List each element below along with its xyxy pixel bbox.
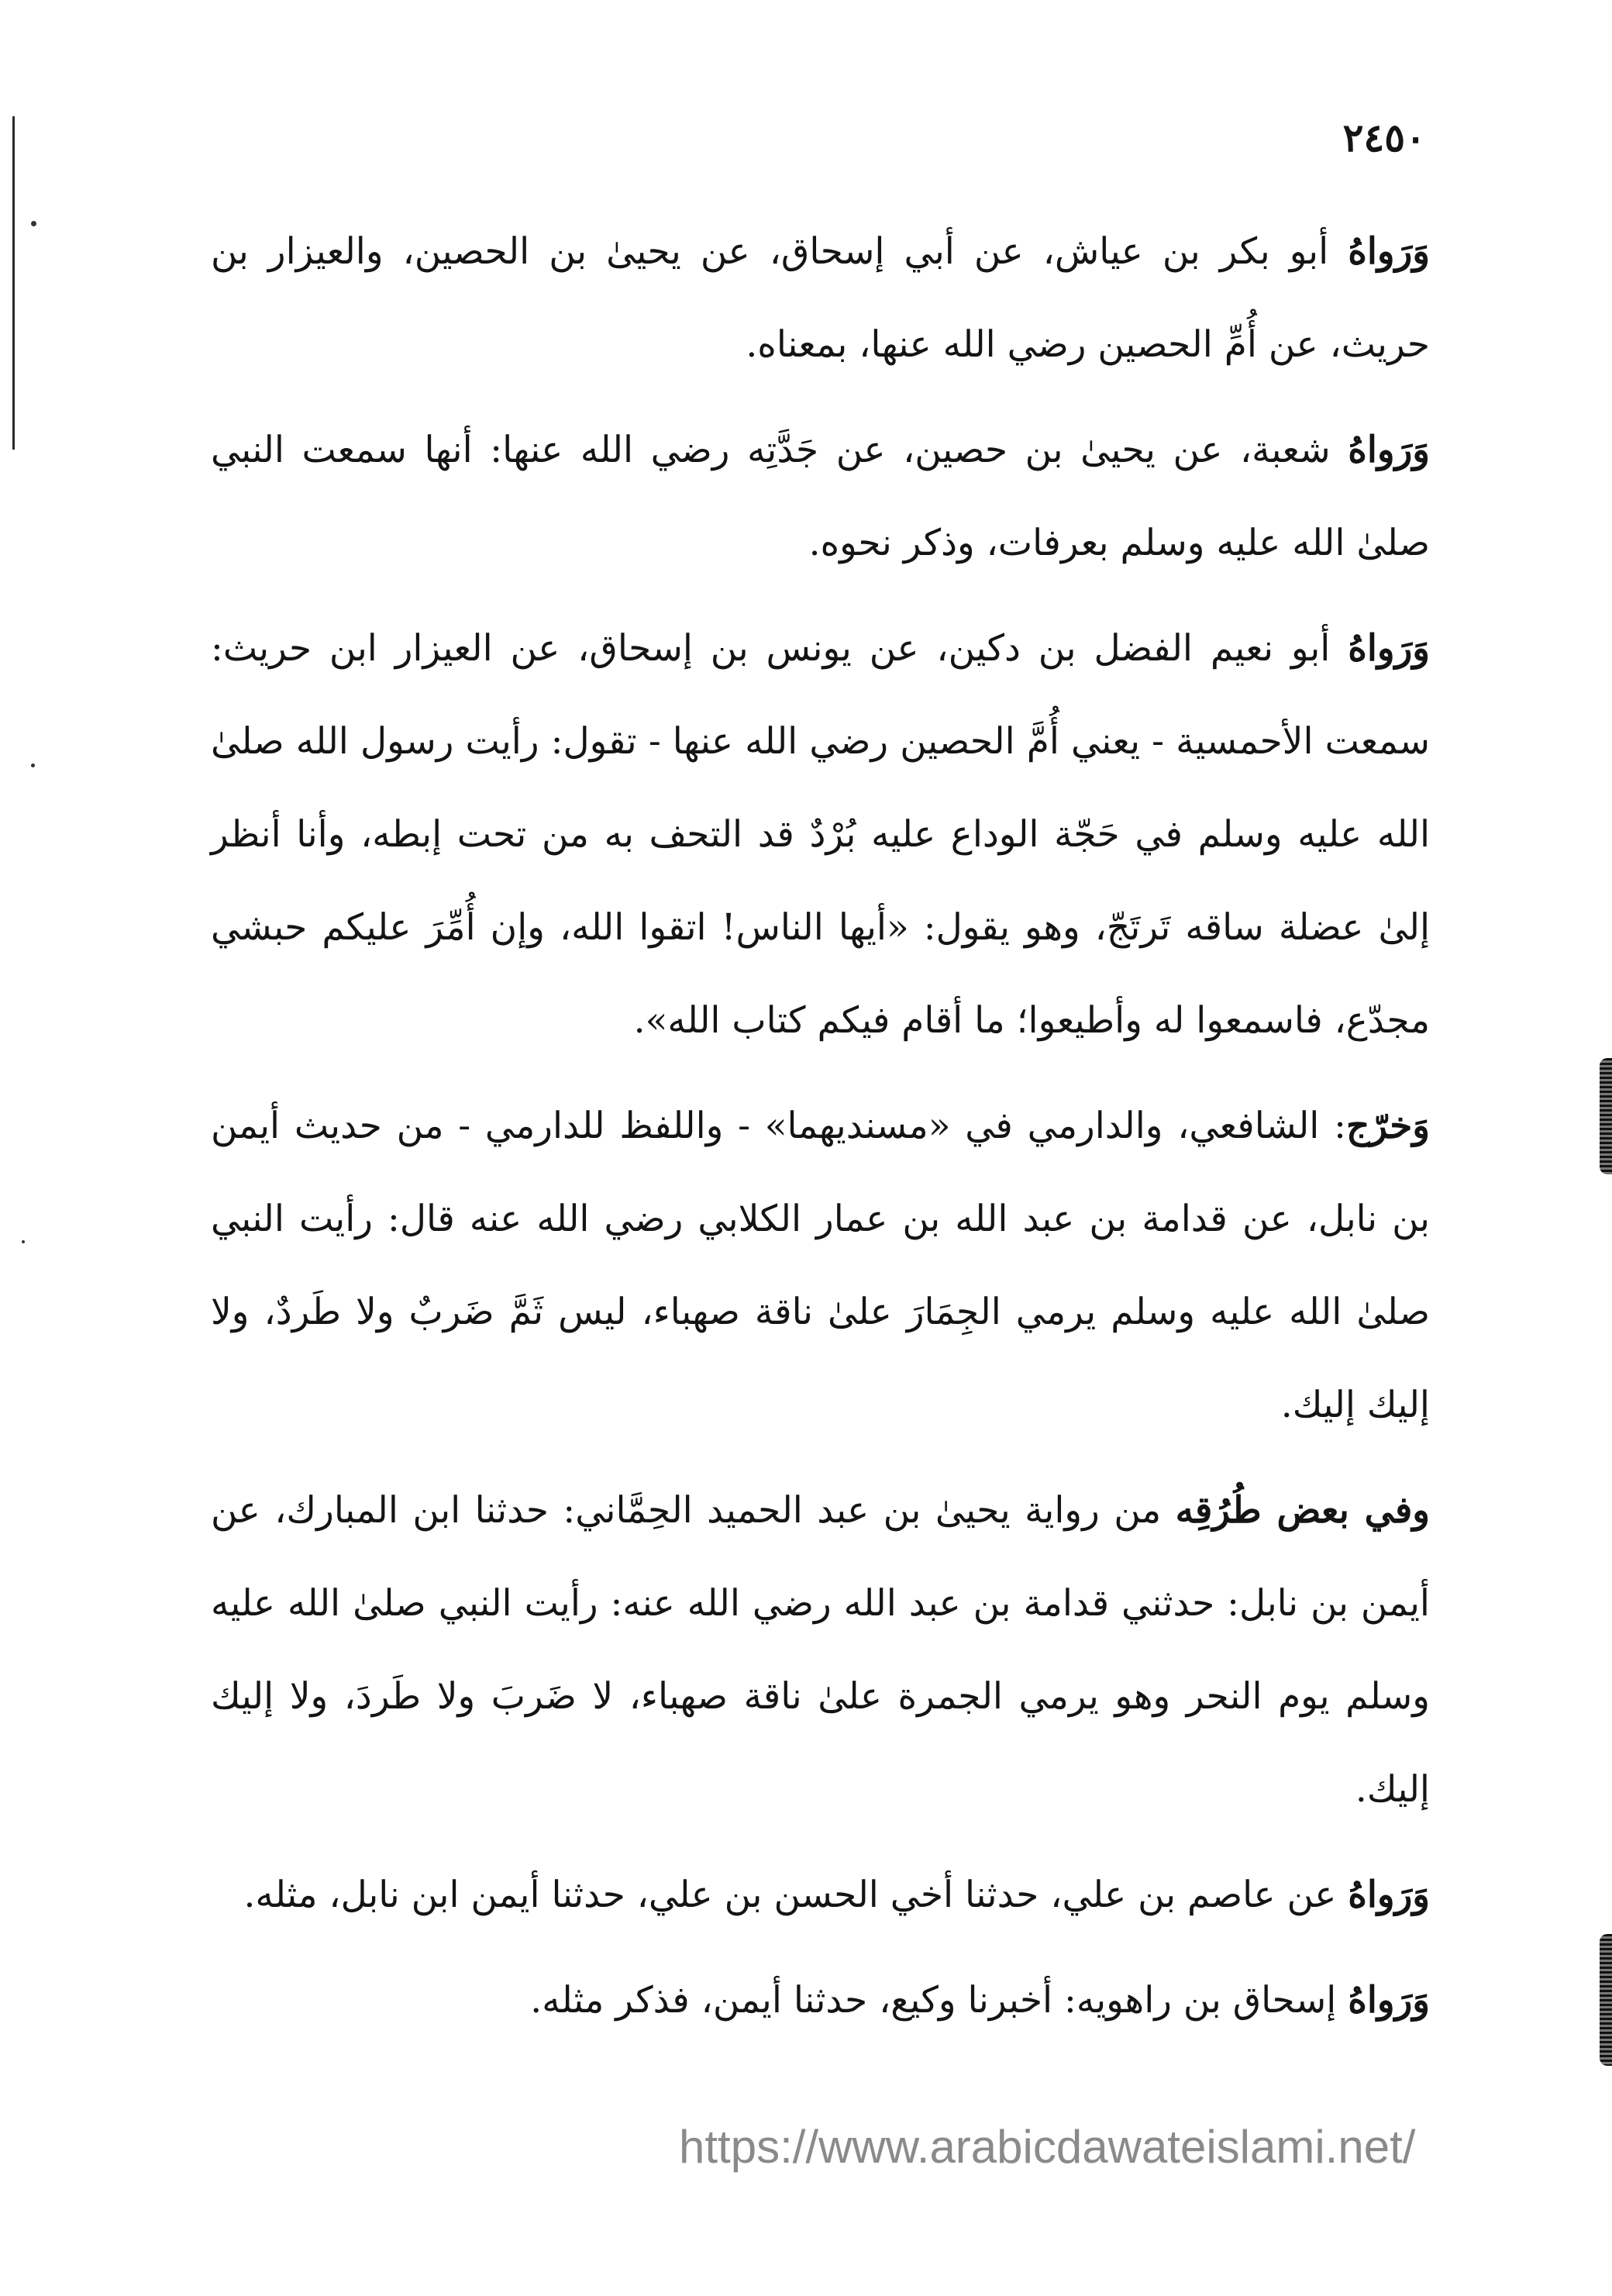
paragraph-text: شعبة، عن يحيىٰ بن حصين، عن جَدَّتِه رضي الله عنها: أنها سمعت النبي صلىٰ الله عليه وسلم بعرفات، وذكر نحوه.: [211, 429, 1430, 564]
scan-speck: [31, 221, 36, 226]
paragraph-lead: وَرَواهُ: [1348, 230, 1430, 273]
scan-speck: [31, 764, 35, 767]
paragraph-lead: وَخرّج: [1345, 1105, 1430, 1147]
paragraph-lead: وَرَواهُ: [1348, 1979, 1430, 2022]
paragraph-text: أبو بكر بن عياش، عن أبي إسحاق، عن يحيىٰ بن الحصين، والعيزار بن حريث، عن أُمِّ الحصين رضي الله عنها، بمعناه.: [211, 230, 1430, 366]
paragraph-lead: وَرَواهُ: [1348, 1874, 1430, 1916]
scan-speck: [22, 1240, 25, 1243]
paragraph-lead: وَرَواهُ: [1348, 429, 1430, 471]
paragraph: [211, 602, 1430, 1067]
paragraph-text: إسحاق بن راهويه: أخبرنا وكيع، حدثنا أيمن، فذكر مثله.: [530, 1979, 1348, 2022]
watermark-url: https://www.arabicdawateislami.net/: [679, 2121, 1416, 2173]
binding-edge: [1600, 1934, 1612, 2066]
scan-margin-line: [12, 116, 15, 450]
page-body: [211, 205, 1430, 2060]
paragraph-lead: وفي بعض طُرُقِه: [1175, 1489, 1430, 1532]
paragraph: [211, 205, 1430, 391]
paragraph: [211, 404, 1430, 590]
paragraph-text: : الشافعي، والدارمي في «مسنديهما» - واللفظ للدارمي - من حديث أيمن بن نابل، عن قدامة بن عبد الله بن عمار الكلابي رضي الله عنه قال: رأيت النبي صلىٰ الله عليه وسلم يرمي الجِمَارَ علىٰ ناقة صهباء، ليس ثَمَّ ضَربٌ ولا طَردٌ، ولا إليك إليك.: [211, 1105, 1430, 1426]
paragraph: [211, 1080, 1430, 1452]
paragraph: [211, 1849, 1430, 1942]
paragraph-text: من رواية يحيىٰ بن عبد الحميد الحِمَّاني: حدثنا ابن المبارك، عن أيمن بن نابل: حدثني قدامة بن عبد الله رضي الله عنه: رأيت النبي صلىٰ الله عليه وسلم يوم النحر وهو يرمي الجمرة علىٰ ناقة صهباء، لا ضَربَ ولا طَردَ، ولا إليك إليك.: [211, 1489, 1430, 1811]
binding-edge: [1600, 1058, 1612, 1174]
paragraph-text: أبو نعيم الفضل بن دكين، عن يونس بن إسحاق، عن العيزار ابن حريث: سمعت الأحمسية - يعني أُمَّ الحصين رضي الله عنها - تقول: رأيت رسول الله صلىٰ الله عليه وسلم في حَجّة الوداع عليه بُرْدٌ قد التحف به من تحت إبطه، وأنا أنظر إلىٰ عضلة ساقه تَرتَجّ، وهو يقول: «أيها الناس! اتقوا الله، وإن أُمِّرَ عليكم حبشي مجدّع، فاسمعوا له وأطيعوا؛ ما أقام فيكم كتاب الله».: [211, 627, 1430, 1042]
page-number: ٢٤٥٠: [1342, 115, 1426, 160]
paragraph-lead: وَرَواهُ: [1348, 627, 1430, 670]
paragraph: [211, 1954, 1430, 2047]
paragraph-text: عن عاصم بن علي، حدثنا أخي الحسن بن علي، حدثنا أيمن ابن نابل، مثله.: [243, 1874, 1348, 1916]
paragraph: [211, 1464, 1430, 1836]
